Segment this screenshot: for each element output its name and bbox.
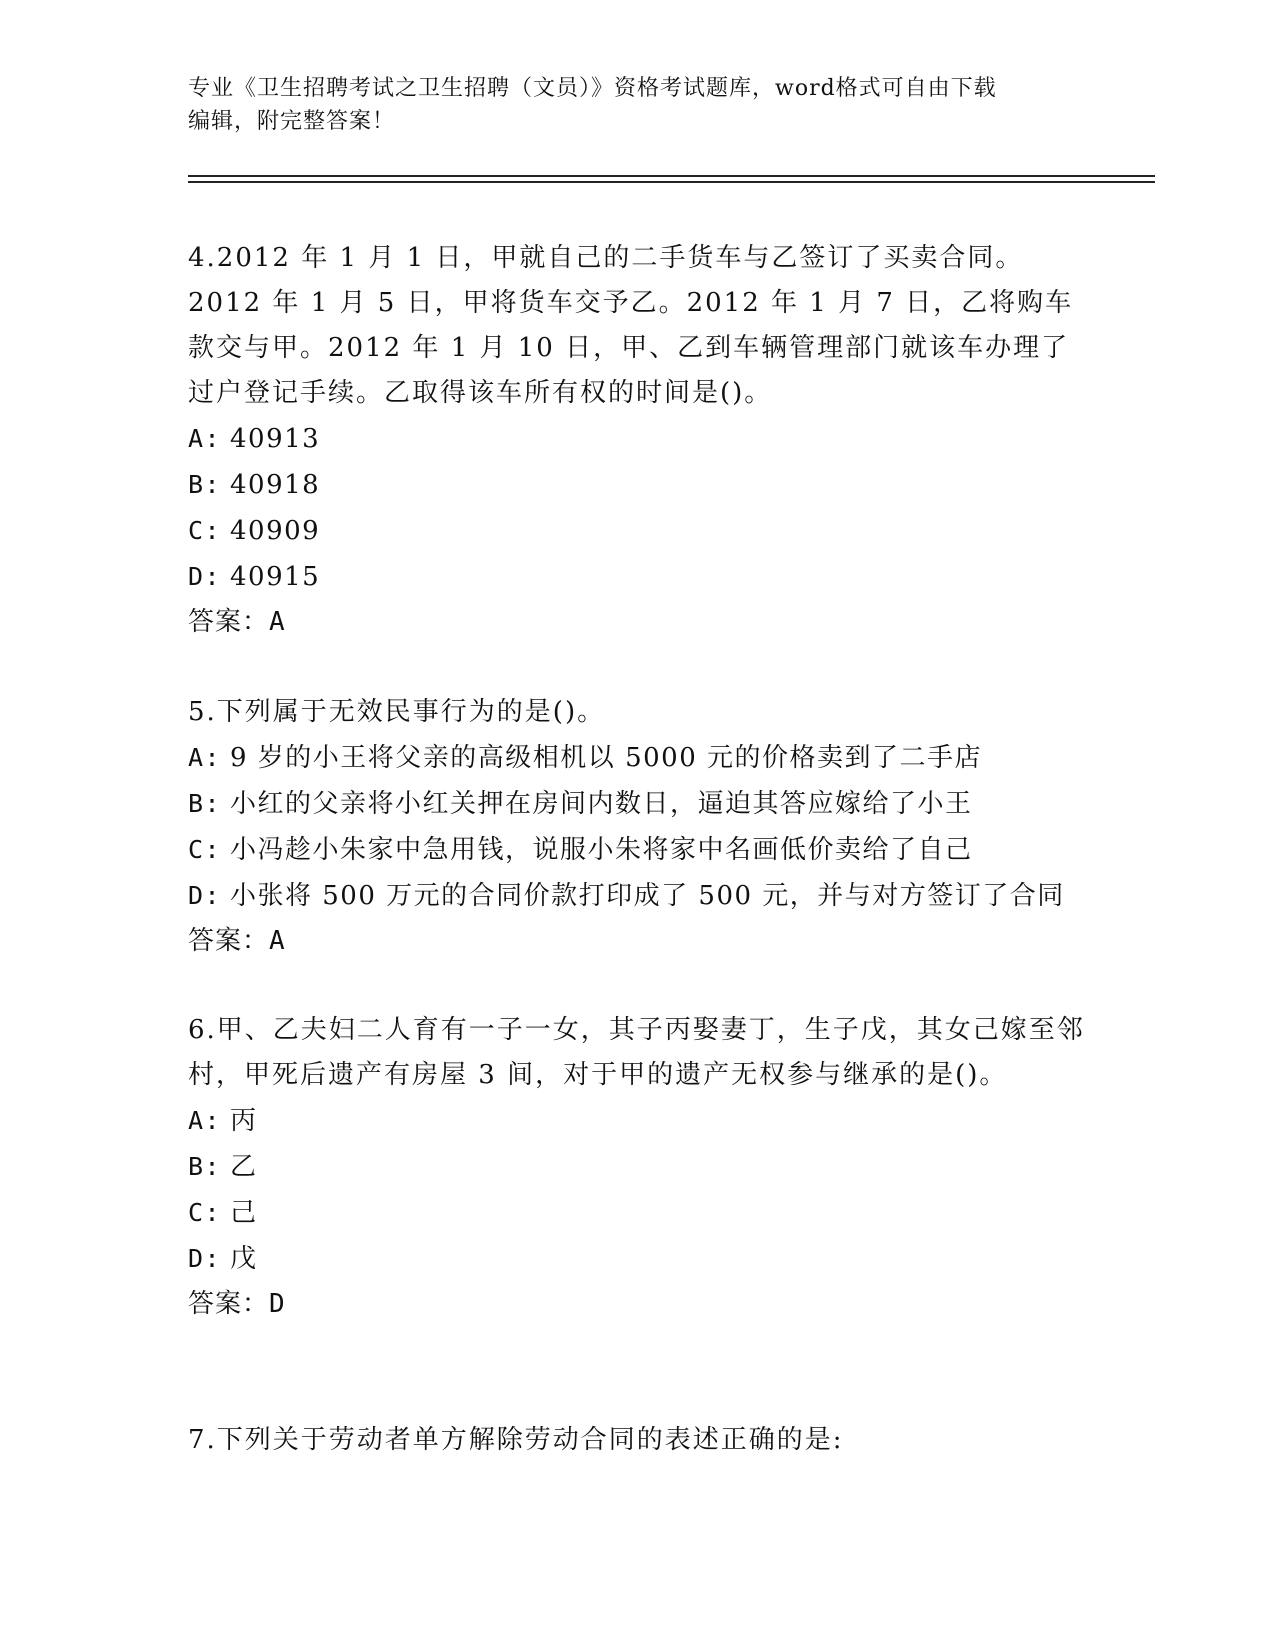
question-stem: 7.下列关于劳动者单方解除劳动合同的表述正确的是: <box>188 1425 844 1455</box>
option-key: B: <box>188 1152 222 1181</box>
option-key: A: <box>188 1106 222 1135</box>
option-key: A: <box>188 743 222 772</box>
header-line-1: 专业《卫生招聘考试之卫生招聘（文员）》资格考试题库，word格式可自由下载 <box>188 76 997 101</box>
header-line-2: 编辑，附完整答案！ <box>188 109 396 134</box>
answer-value: A <box>269 607 286 637</box>
option-c <box>188 508 1088 554</box>
question-5 <box>188 690 1088 964</box>
option-text: 小红的父亲将小红关押在房间内数日，逼迫其答应嫁给了小王 <box>230 789 973 819</box>
answer-label: 答案： <box>188 926 270 956</box>
option-c <box>188 1190 1088 1236</box>
option-b <box>188 1144 1088 1190</box>
option-b <box>188 781 1088 827</box>
option-key: D: <box>188 881 222 910</box>
option-key: B: <box>188 789 222 818</box>
option-text: 40918 <box>230 470 321 500</box>
option-key: B: <box>188 470 222 499</box>
option-text: 乙 <box>230 1152 258 1182</box>
option-a <box>188 1098 1088 1144</box>
answer-label: 答案： <box>188 607 270 637</box>
option-key: D: <box>188 562 222 591</box>
option-b <box>188 462 1088 508</box>
option-c <box>188 827 1088 873</box>
option-text: 丙 <box>230 1106 258 1136</box>
option-list <box>188 416 1088 600</box>
answer-value: D <box>269 1289 286 1319</box>
option-text: 40909 <box>230 516 321 546</box>
option-d <box>188 554 1088 600</box>
option-a <box>188 416 1088 462</box>
option-key: C: <box>188 835 222 864</box>
option-key: C: <box>188 516 222 545</box>
answer-line <box>188 600 1088 645</box>
option-a <box>188 735 1088 781</box>
option-d <box>188 1236 1088 1282</box>
option-list <box>188 735 1088 919</box>
option-text: 40915 <box>230 562 321 592</box>
option-key: C: <box>188 1198 222 1227</box>
option-text: 40913 <box>230 424 321 454</box>
question-6 <box>188 1008 1088 1327</box>
answer-line <box>188 919 1088 964</box>
option-key: A: <box>188 424 222 453</box>
header-divider-top <box>188 175 1155 177</box>
option-text: 戊 <box>230 1244 258 1274</box>
question-4 <box>188 236 1088 645</box>
answer-label: 答案： <box>188 1289 270 1319</box>
option-text: 小张将 500 万元的合同价款打印成了 500 元，并与对方签订了合同 <box>230 881 1065 911</box>
header-divider-bottom <box>188 181 1155 183</box>
answer-value: A <box>269 926 286 956</box>
document-header <box>188 72 1088 138</box>
option-d <box>188 873 1088 919</box>
answer-line <box>188 1282 1088 1327</box>
option-key: D: <box>188 1244 222 1273</box>
question-stem: 6.甲、乙夫妇二人育有一子一女，其子丙娶妻丁，生子戊，其女己嫁至邻村，甲死后遗产有房屋 3 间，对于甲的遗产无权参与继承的是()。 <box>188 1015 1085 1090</box>
question-7 <box>188 1418 1088 1463</box>
option-text: 小冯趁小朱家中急用钱，说服小朱将家中名画低价卖给了自己 <box>230 835 973 865</box>
option-text: 己 <box>230 1198 258 1228</box>
question-stem: 4.2012 年 1 月 1 日，甲就自己的二手货车与乙签订了买卖合同。2012 年 1 月 5 日，甲将货车交予乙。2012 年 1 月 7 日，乙将购车款交与甲。2012 年 1 月 10 日，甲、乙到车辆管理部门就该车办理了过户登记手续。乙取得该车所有权的时间是()。 <box>188 243 1074 408</box>
question-stem: 5.下列属于无效民事行为的是()。 <box>188 697 606 727</box>
option-text: 9 岁的小王将父亲的高级相机以 5000 元的价格卖到了二手店 <box>230 743 983 773</box>
option-list <box>188 1098 1088 1282</box>
